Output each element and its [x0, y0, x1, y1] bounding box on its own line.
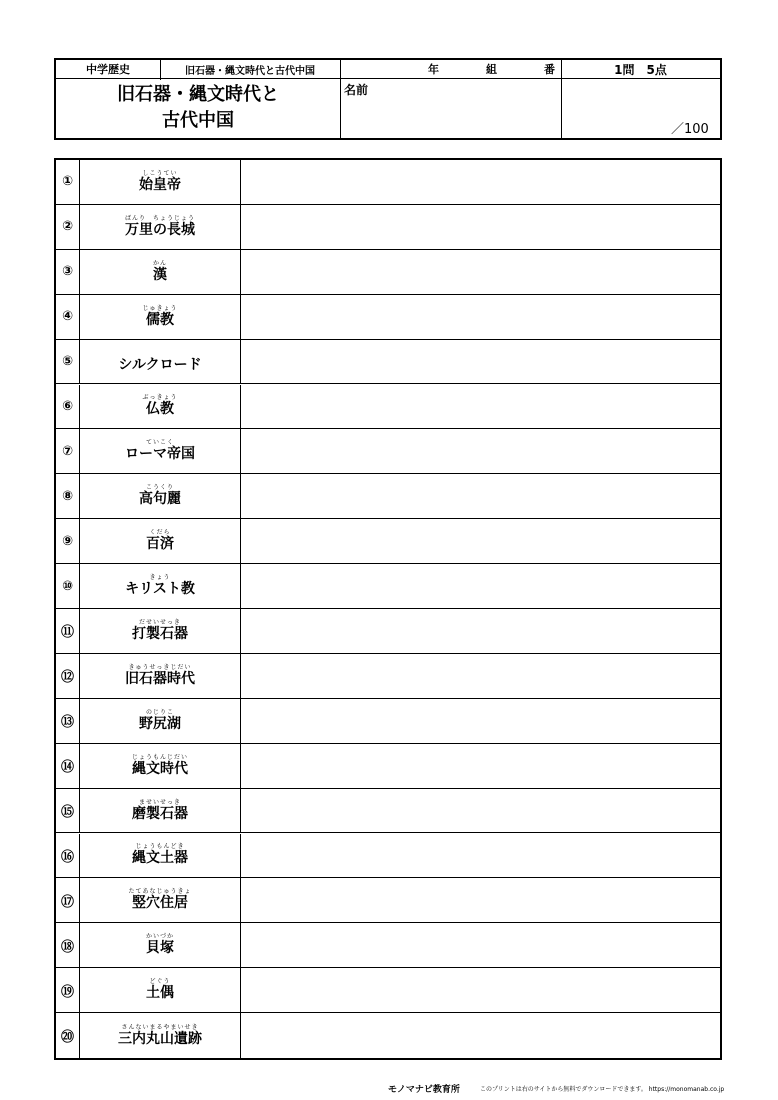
term-text: 百済	[146, 536, 174, 553]
term-text: キリスト教	[125, 581, 195, 598]
worksheet-header	[54, 58, 722, 140]
term-furigana: きょう	[149, 574, 171, 582]
question-row	[56, 474, 720, 519]
term-cell	[80, 295, 241, 339]
question-number: ⑦	[56, 429, 80, 473]
answer-field[interactable]	[241, 968, 720, 1012]
question-row	[56, 654, 720, 699]
question-row	[56, 878, 720, 923]
term-furigana: どぐう	[149, 978, 171, 986]
footer-logo: モノマナビ教育所	[388, 1085, 460, 1095]
question-number: ②	[56, 205, 80, 249]
term-cell	[80, 744, 241, 788]
question-row	[56, 564, 720, 609]
question-row	[56, 609, 720, 654]
term-cell	[80, 699, 241, 743]
number-label: 番	[544, 63, 555, 76]
question-row	[56, 340, 720, 385]
answer-field[interactable]	[241, 878, 720, 922]
subject-label: 中学歴史	[86, 63, 130, 76]
term-cell	[80, 429, 241, 473]
question-number: ⑪	[56, 609, 80, 653]
term-furigana: ませいせっき	[139, 798, 181, 806]
answer-field[interactable]	[241, 789, 720, 833]
term-cell	[80, 340, 241, 384]
question-number: ⑥	[56, 385, 80, 429]
term-furigana: かん	[152, 259, 167, 267]
term-text: 磨製石器	[132, 805, 188, 822]
question-number: ⑮	[56, 789, 80, 833]
question-number: ④	[56, 295, 80, 339]
year-label: 年	[428, 63, 439, 76]
question-number: ⑬	[56, 699, 80, 743]
answer-field[interactable]	[241, 564, 720, 608]
answer-field[interactable]	[241, 385, 720, 429]
footer-text: このプリントは右のサイトから無料でダウンロードできます。 https://monomanab.co.jp	[480, 1086, 725, 1093]
term-text: 土偶	[146, 985, 174, 1002]
question-number: ⑫	[56, 654, 80, 698]
question-row	[56, 429, 720, 474]
class-label: 組	[486, 63, 497, 76]
answer-field[interactable]	[241, 205, 720, 249]
question-row	[56, 834, 720, 879]
term-text: 旧石器時代	[125, 670, 195, 687]
answer-field[interactable]	[241, 340, 720, 384]
term-furigana: きゅうせっきじだい	[128, 663, 192, 671]
term-text: 縄文土器	[132, 850, 188, 867]
question-number: ⑱	[56, 923, 80, 967]
term-furigana: だせいせっき	[139, 618, 181, 626]
question-row	[56, 160, 720, 205]
answer-field[interactable]	[241, 744, 720, 788]
question-row	[56, 205, 720, 250]
answer-field[interactable]	[241, 160, 720, 204]
term-cell	[80, 385, 241, 429]
term-furigana: さんないまるやまいせき	[121, 1023, 199, 1031]
term-text: 万里の長城	[125, 221, 195, 238]
term-text: 野尻湖	[139, 715, 181, 732]
term-furigana: じょうもんじだい	[131, 753, 188, 761]
term-text: ローマ帝国	[125, 446, 195, 463]
question-row	[56, 699, 720, 744]
term-furigana: こうくり	[145, 484, 174, 492]
term-furigana: じゅきょう	[142, 304, 178, 312]
term-cell	[80, 564, 241, 608]
question-row	[56, 744, 720, 789]
term-text: シルクロード	[118, 356, 202, 373]
worksheet-title-line1: 旧石器・縄文時代と	[117, 84, 279, 105]
answer-field[interactable]	[241, 474, 720, 518]
term-furigana: くだら	[149, 529, 171, 537]
question-number: ⑭	[56, 744, 80, 788]
answer-field[interactable]	[241, 295, 720, 339]
answer-field[interactable]	[241, 1013, 720, 1058]
term-cell	[80, 968, 241, 1012]
term-furigana: ばんり ちょうじょう	[124, 214, 195, 222]
term-cell	[80, 519, 241, 563]
question-row	[56, 789, 720, 834]
points-label: 1問 5点	[614, 63, 667, 77]
question-row	[56, 295, 720, 340]
answer-field[interactable]	[241, 250, 720, 294]
term-furigana: ぶっきょう	[142, 394, 178, 402]
term-text: 仏教	[146, 401, 174, 418]
term-cell	[80, 834, 241, 878]
question-table	[54, 158, 722, 1060]
term-cell	[80, 609, 241, 653]
answer-field[interactable]	[241, 699, 720, 743]
term-text: 貝塚	[146, 940, 174, 957]
question-number: ⑤	[56, 340, 80, 384]
term-cell	[80, 878, 241, 922]
answer-field[interactable]	[241, 609, 720, 653]
term-text: 竪穴住居	[132, 895, 188, 912]
question-row	[56, 519, 720, 564]
question-row	[56, 385, 720, 430]
worksheet-title-line2: 古代中国	[162, 110, 234, 131]
answer-field[interactable]	[241, 654, 720, 698]
term-text: 三内丸山遺跡	[118, 1030, 202, 1047]
term-furigana: たてあなじゅうきょ	[128, 888, 192, 896]
term-text: 始皇帝	[139, 176, 181, 193]
term-text: 儒教	[146, 311, 174, 328]
term-furigana: しこうてい	[142, 169, 178, 177]
term-cell	[80, 789, 241, 833]
footer-brand	[388, 1082, 460, 1095]
term-cell	[80, 160, 241, 204]
term-cell	[80, 250, 241, 294]
score-total: ／100	[671, 122, 709, 137]
term-cell	[80, 923, 241, 967]
term-cell	[80, 474, 241, 518]
answer-field[interactable]	[241, 923, 720, 967]
question-number: ⑨	[56, 519, 80, 563]
term-text: 漢	[153, 266, 167, 283]
answer-field[interactable]	[241, 519, 720, 563]
question-number: ⑲	[56, 968, 80, 1012]
term-furigana: のじりこ	[145, 708, 174, 716]
term-furigana: ていこく	[145, 439, 174, 447]
question-number: ⑰	[56, 878, 80, 922]
term-text: 打製石器	[132, 625, 188, 642]
question-row	[56, 250, 720, 295]
question-row	[56, 923, 720, 968]
question-row	[56, 1013, 720, 1058]
unit-label: 旧石器・縄文時代と古代中国	[185, 66, 315, 77]
question-number: ⑩	[56, 564, 80, 608]
term-cell	[80, 205, 241, 249]
question-number: ⑧	[56, 474, 80, 518]
term-text: 高句麗	[139, 491, 181, 508]
question-row	[56, 968, 720, 1013]
question-number: ①	[56, 160, 80, 204]
question-number: ③	[56, 250, 80, 294]
term-furigana: かいづか	[145, 933, 174, 941]
term-furigana: じょうもんどき	[135, 843, 185, 851]
name-label: 名前	[344, 83, 369, 97]
answer-field[interactable]	[241, 429, 720, 473]
answer-field[interactable]	[241, 834, 720, 878]
name-field[interactable]	[345, 80, 559, 138]
question-number: ⑯	[56, 834, 80, 878]
term-cell	[80, 1013, 241, 1058]
term-text: 縄文時代	[132, 760, 188, 777]
question-number: ⑳	[56, 1013, 80, 1058]
term-cell	[80, 654, 241, 698]
